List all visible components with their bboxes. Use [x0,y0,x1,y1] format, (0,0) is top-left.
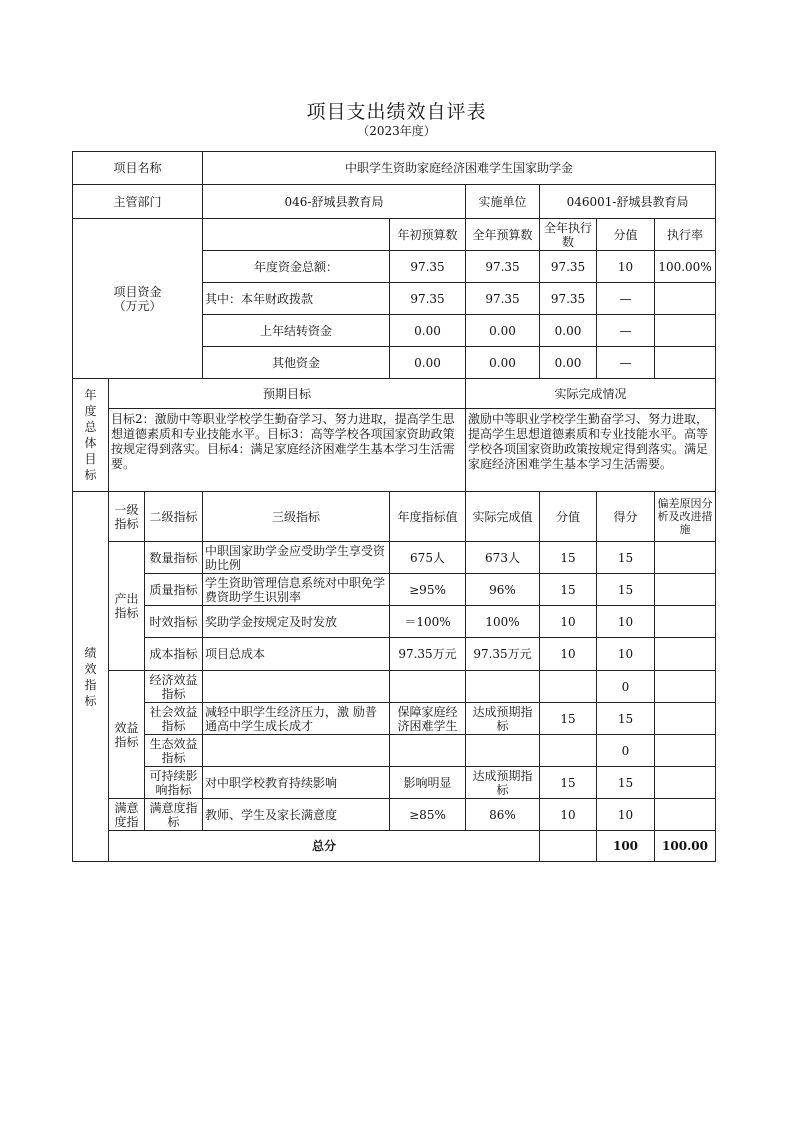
perf-l3 [203,735,390,767]
perf-actual [466,735,540,767]
perf-deviation [655,638,716,671]
funds-row-val: — [597,315,655,347]
perf-actual: 97.35万元 [466,638,540,671]
perf-val: 15 [540,574,597,606]
cat-output: 产出指标 [109,542,145,671]
perf-l3: 减轻中职学生经济压力，激 励普通高中学生成长成才 [203,703,390,735]
funds-row-name: 上年结转资金 [203,315,390,347]
perf-score: 10 [597,606,655,638]
perf-l2: 数量指标 [145,542,203,574]
dept-value: 046-舒城县教育局 [203,185,466,219]
funds-header-exec: 全年执行数 [540,219,597,251]
actual-result-text: 激励中等职业学校学生勤奋学习、努力进取，提高学生思想道德素质和专业技能水平。高等学校各项国家资助政策按规定得到落实。满足家庭经济困难学生基本学习生活需要。 [466,409,716,492]
perf-header-deviation: 偏差原因分析及改进措施 [655,492,716,542]
perf-deviation [655,606,716,638]
perf-header-l3: 三级指标 [203,492,390,542]
perf-target: 保障家庭经济困难学生 [390,703,466,735]
perf-actual: 86% [466,799,540,831]
perf-score: 15 [597,767,655,799]
perf-l2: 质量指标 [145,574,203,606]
perf-score: 15 [597,703,655,735]
perf-score: 0 [597,735,655,767]
perf-target: ≥95% [390,574,466,606]
expected-goal-header: 预期目标 [109,379,466,409]
year-subtitle: （2023年度） [357,124,436,138]
project-name-label: 项目名称 [73,152,203,185]
funds-row-name: 年度资金总额： [203,251,390,283]
funds-row-exec: 0.00 [540,315,597,347]
perf-l2: 经济效益指标 [145,671,203,703]
funds-row-rate [655,347,716,379]
total-label: 总分 [109,831,540,862]
perf-actual: 96% [466,574,540,606]
perf-val: 10 [540,799,597,831]
funds-header-val: 分值 [597,219,655,251]
funds-row-val: — [597,283,655,315]
funds-row-exec: 0.00 [540,347,597,379]
perf-score: 15 [597,574,655,606]
perf-actual: 673人 [466,542,540,574]
perf-val [540,735,597,767]
perf-deviation [655,542,716,574]
funds-row-full: 0.00 [466,347,540,379]
perf-l2: 成本指标 [145,638,203,671]
perf-target [390,671,466,703]
funds-row-rate: 100.00% [655,251,716,283]
perf-header-actual: 实际完成值 [466,492,540,542]
funds-row-val: 10 [597,251,655,283]
funds-row-exec: 97.35 [540,251,597,283]
perf-l3: 项目总成本 [203,638,390,671]
perf-l3: 奖助学金按规定及时发放 [203,606,390,638]
perf-target: ＝100% [390,606,466,638]
perf-target: 675人 [390,542,466,574]
dept-label: 主管部门 [73,185,203,219]
perf-l3: 中职国家助学金应受助学生享受资助比例 [203,542,390,574]
perf-l3 [203,671,390,703]
perf-indicator-label: 绩效指标 [73,492,109,862]
funds-row-name: 其他资金 [203,347,390,379]
perf-header-score: 得分 [597,492,655,542]
funds-row-name: 其中：本年财政拨款 [203,283,390,315]
funds-header-rate: 执行率 [655,219,716,251]
perf-val: 15 [540,767,597,799]
expected-goal-text: 目标2：激励中等职业学校学生勤奋学习、努力进取，提高学生思想道德素质和专业技能水平。目标3：高等学校各项国家资助政策按规定得到落实。目标4：满足家庭经济困难学生基本学习生活需要。 [109,409,466,492]
perf-l3: 教师、学生及家长满意度 [203,799,390,831]
funds-header-blank [203,219,390,251]
page-title: 项目支出绩效自评表 [306,101,487,123]
project-name-value: 中职学生资助家庭经济困难学生国家助学金 [203,152,716,185]
perf-deviation [655,767,716,799]
total-val: 100 [597,831,655,862]
perf-l2: 社会效益指标 [145,703,203,735]
perf-deviation [655,574,716,606]
perf-target [390,735,466,767]
perf-actual: 100% [466,606,540,638]
perf-l3: 学生资助管理信息系统对中职免学费资助学生识别率 [203,574,390,606]
funds-row-exec: 97.35 [540,283,597,315]
funds-header-full: 全年预算数 [466,219,540,251]
perf-actual: 达成预期指标 [466,703,540,735]
perf-header-l1: 一级指标 [109,492,145,542]
perf-deviation [655,799,716,831]
total-score: 100.00 [655,831,716,862]
perf-val: 15 [540,703,597,735]
funds-row-full: 97.35 [466,251,540,283]
perf-score: 0 [597,671,655,703]
perf-score: 10 [597,799,655,831]
funds-row-rate [655,315,716,347]
funds-row-full: 97.35 [466,283,540,315]
perf-val [540,671,597,703]
perf-score: 10 [597,638,655,671]
perf-deviation [655,671,716,703]
perf-header-l2: 二级指标 [145,492,203,542]
funds-row-rate [655,283,716,315]
perf-actual [466,671,540,703]
cat-effect: 效益指标 [109,671,145,799]
perf-deviation [655,735,716,767]
perf-actual: 达成预期指标 [466,767,540,799]
funds-label: 项目资金 （万元） [73,219,203,379]
impl-unit-value: 046001-舒城县教育局 [540,185,716,219]
perf-l2: 生态效益指标 [145,735,203,767]
perf-val: 10 [540,638,597,671]
funds-row-val: — [597,347,655,379]
impl-unit-label: 实施单位 [466,185,540,219]
funds-row-init: 0.00 [390,315,466,347]
total-blank [540,831,597,862]
perf-header-target: 年度指标值 [390,492,466,542]
evaluation-table [72,151,716,862]
perf-target: 97.35万元 [390,638,466,671]
perf-l2: 满意度指标 [145,799,203,831]
cat-satisfaction: 满意度指 [109,799,145,831]
perf-l2: 时效指标 [145,606,203,638]
funds-row-full: 0.00 [466,315,540,347]
perf-val: 10 [540,606,597,638]
perf-l3: 对中职学校教育持续影响 [203,767,390,799]
perf-deviation [655,703,716,735]
perf-l2: 可持续影响指标 [145,767,203,799]
funds-row-init: 0.00 [390,347,466,379]
perf-score: 15 [597,542,655,574]
funds-row-init: 97.35 [390,283,466,315]
perf-target: ≥85% [390,799,466,831]
funds-row-init: 97.35 [390,251,466,283]
annual-goal-label: 年度总体目标 [73,379,109,492]
actual-result-header: 实际完成情况 [466,379,716,409]
funds-header-init: 年初预算数 [390,219,466,251]
perf-target: 影响明显 [390,767,466,799]
perf-header-val: 分值 [540,492,597,542]
perf-val: 15 [540,542,597,574]
